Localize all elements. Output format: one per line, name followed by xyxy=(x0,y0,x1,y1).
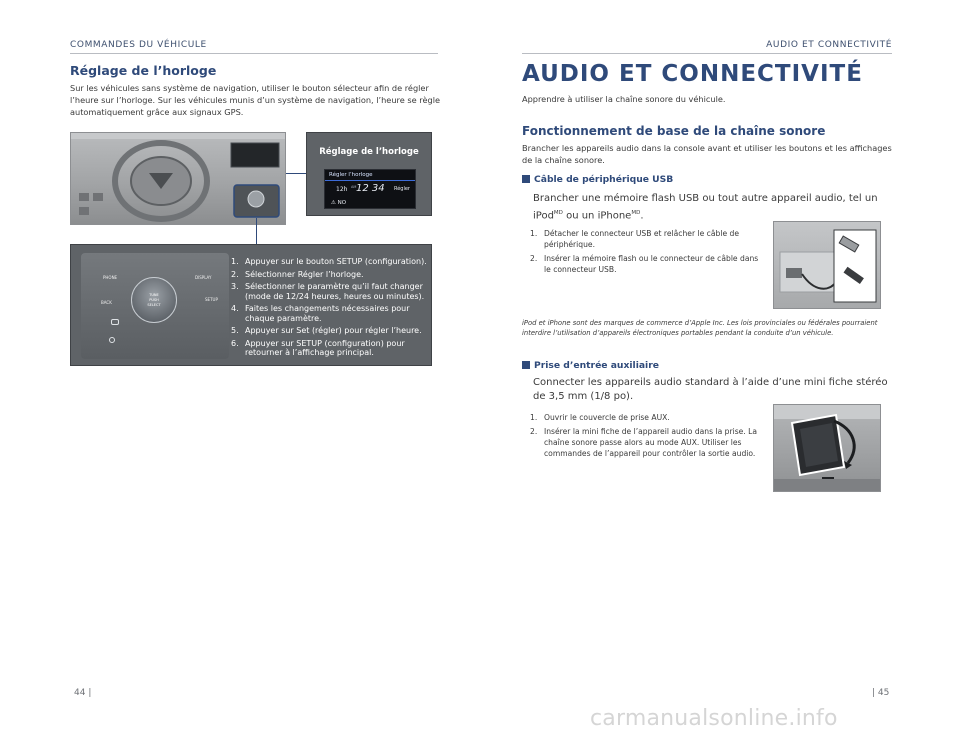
screen-title: Régler l’horloge xyxy=(329,172,373,178)
page-number-left: 44 | xyxy=(74,688,92,698)
usb-illustration xyxy=(774,222,881,309)
header-rule-left xyxy=(70,53,438,54)
running-header-left: COMMANDES DU VÉHICULE xyxy=(70,40,207,50)
running-header-right: AUDIO ET CONNECTIVITÉ xyxy=(766,40,892,50)
list-item: 5. Appuyer sur Set (régler) pour régler l’heure. xyxy=(231,326,422,335)
aux-illustration xyxy=(774,405,881,492)
dashboard-photo xyxy=(70,132,286,225)
usb-lead-text: Brancher une mémoire flash USB ou tout autre appareil audio, tel un iPod$^{MD}$ ou un iPhone$^{MD}$. xyxy=(533,193,878,222)
display-button-label: DISPLAY xyxy=(195,275,212,280)
watermark: carmanualsonline.info xyxy=(590,706,838,731)
legal-notice: iPod et iPhone sont des marques de commerce d’Apple Inc. Les lois provinciales ou fédérales pourraient interdire l’utilisation d’appareils électroniques portables pendant la conduite d’un véhicule. xyxy=(522,319,878,337)
phone-button-label: PHONE xyxy=(103,275,118,280)
header-rule-right xyxy=(522,53,892,54)
clock-steps-panel xyxy=(70,244,432,366)
list-item: 4. Faites les changements nécessaires pour chaque paramètre. xyxy=(231,304,410,323)
callout-title: Réglage de l’horloge xyxy=(319,147,419,157)
chapter-subtitle: Apprendre à utiliser la chaîne sonore du véhicule. xyxy=(522,94,726,104)
list-item: 3. Sélectionner le paramètre qu’il faut changer (mode de 12/24 heures, heures ou minutes). xyxy=(231,282,425,301)
back-button-label: BACK xyxy=(101,300,112,305)
section-square-icon xyxy=(522,175,530,183)
power-icon xyxy=(109,337,115,343)
list-item: 1. Ouvrir le couvercle de prise AUX. xyxy=(530,413,670,422)
callout-connector-vertical xyxy=(256,218,257,244)
basic-operation-title: Fonctionnement de base de la chaîne sonore xyxy=(522,124,826,138)
tune-knob xyxy=(131,277,177,323)
dashboard-illustration xyxy=(71,133,286,225)
screen-mode: 12h xyxy=(336,186,348,193)
screen-set-label: Régler xyxy=(393,186,410,192)
usb-section-title: Câble de périphérique USB xyxy=(522,174,673,185)
basic-operation-text: Brancher les appareils audio dans la console avant et utiliser les boutons et les affichages de la chaîne sonore. xyxy=(522,143,892,165)
callout-connector-horizontal xyxy=(286,173,306,174)
clock-intro-text: Sur les véhicules sans système de navigation, utiliser le bouton sélecteur afin de régler l’heure sur l’horloge. Sur les véhicules munis d’un système de navigation, l’heure se règle automatiquement grâce aux signaux GPS. xyxy=(70,83,440,117)
page-number-right: | 45 xyxy=(872,688,890,698)
usb-cable-photo xyxy=(773,221,881,309)
chapter-title: AUDIO ET CONNECTIVITÉ xyxy=(522,61,863,87)
screen-divider xyxy=(325,180,415,181)
list-item: 2. Sélectionner Régler l’horloge. xyxy=(231,269,364,279)
list-item: 6. Appuyer sur SETUP (configuration) pour retourner à l’affichage principal. xyxy=(231,338,405,357)
list-item: 1. Appuyer sur le bouton SETUP (configuration). xyxy=(231,257,427,266)
screen-time: 12 34 xyxy=(356,183,385,194)
audio-control-panel-photo xyxy=(81,253,229,359)
clock-callout xyxy=(306,132,432,216)
screen-no-label: ⚠ NO xyxy=(331,200,347,206)
aux-jack-photo xyxy=(773,404,881,492)
aux-section-title: Prise d’entrée auxiliaire xyxy=(522,360,659,371)
screen-am: AM xyxy=(351,185,357,189)
setup-button-label: SETUP xyxy=(205,297,218,302)
list-item: 1. Détacher le connecteur USB et relâcher le câble de périphérique. xyxy=(530,229,740,249)
clock-steps-list xyxy=(231,257,427,361)
aux-lead-text: Connecter les appareils audio standard à l’aide d’une mini fiche stéréo de 3,5 mm (1/8 po). xyxy=(533,377,888,402)
section-square-icon xyxy=(522,361,530,369)
usb-steps-list xyxy=(530,228,760,278)
aux-steps-list xyxy=(530,412,770,462)
list-item: 2. Insérer la mini fiche de l’appareil audio dans la prise. La chaîne sonore passe alors au mode AUX. Utiliser les commandes de l’appareil pour contrôler la sortie audio. xyxy=(530,427,758,458)
clock-screen xyxy=(324,169,416,209)
back-arrow-icon xyxy=(111,319,119,325)
tune-knob-label: TUNE PUSH SELECT xyxy=(147,293,161,307)
list-item: 2. Insérer la mémoire flash ou le connecteur de câble dans le connecteur USB. xyxy=(530,254,759,274)
clock-section-title: Réglage de l’horloge xyxy=(70,63,217,78)
